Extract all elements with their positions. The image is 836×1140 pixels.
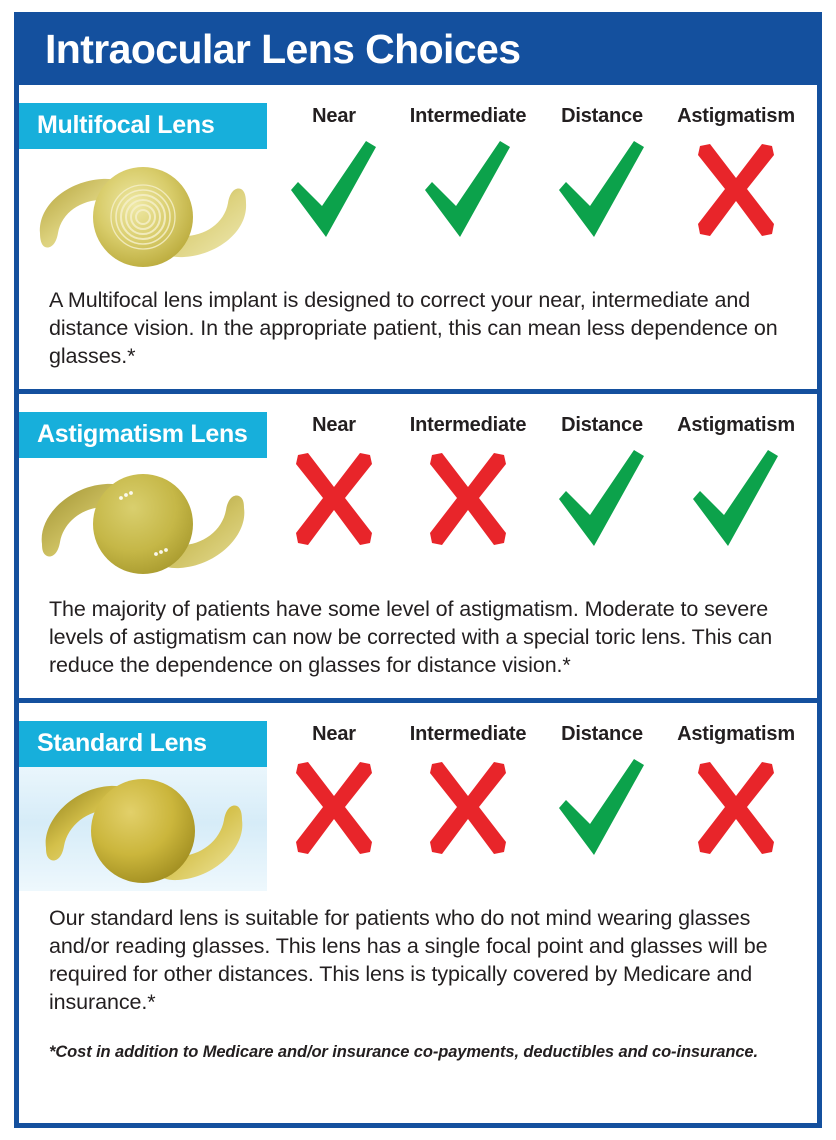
footnote: *Cost in addition to Medicare and/or insurance co-payments, deductibles and co-insurance.: [49, 1042, 758, 1061]
page-title: Intraocular Lens Choices: [45, 26, 521, 72]
mark-cell-distance: [535, 443, 669, 555]
section-description: Our standard lens is suitable for patients who do not mind wearing glasses and/or reading glasses. This lens has a single focal point and glasses will be required for other distances. This lens is typically covered by Medicare and insurance.*: [49, 905, 768, 1014]
column-header-near: Near: [312, 414, 356, 437]
cross-icon: [288, 760, 380, 856]
mark-cell-intermediate: [401, 134, 535, 246]
marks-grid: [267, 394, 817, 555]
cross-icon: [422, 451, 514, 547]
toric-iol-icon: [19, 462, 267, 582]
section-top-row: [19, 703, 817, 891]
poster-header: [19, 17, 817, 85]
mark-cell-astigmatism: [669, 134, 803, 246]
column-header-intermediate: Intermediate: [409, 414, 527, 437]
marks-grid: [267, 703, 817, 864]
column-header-astigmatism: Astigmatism: [677, 414, 795, 437]
lens-column: [19, 394, 267, 582]
cross-icon: [690, 142, 782, 238]
column-header-intermediate: Intermediate: [409, 105, 527, 128]
section-top-row: [19, 394, 817, 582]
marks-grid: [267, 85, 817, 246]
column-header-distance: Distance: [561, 105, 643, 128]
mark-cell-intermediate: [401, 443, 535, 555]
mark-cell-near: [267, 134, 401, 246]
lens-column: [19, 85, 267, 273]
mark-cell-intermediate: [401, 752, 535, 864]
lens-section-multifocal: [19, 85, 817, 389]
column-header-near: Near: [312, 105, 356, 128]
marks-row: [267, 752, 803, 864]
multifocal-iol-icon: [19, 153, 267, 273]
lens-section-astigmatism: [19, 389, 817, 698]
cross-icon: [422, 760, 514, 856]
check-icon: [422, 138, 514, 242]
column-header-astigmatism: Astigmatism: [677, 105, 795, 128]
mark-cell-distance: [535, 134, 669, 246]
check-icon: [556, 447, 648, 551]
column-header-astigmatism: Astigmatism: [677, 722, 795, 745]
column-header-distance: Distance: [561, 722, 643, 745]
mark-cell-astigmatism: [669, 752, 803, 864]
column-header-distance: Distance: [561, 414, 643, 437]
lens-section-standard: [19, 698, 817, 1062]
column-header-near: Near: [312, 722, 356, 745]
lens-column: [19, 703, 267, 891]
check-icon: [556, 138, 648, 242]
section-description: The majority of patients have some level of astigmatism. Moderate to severe levels of astigmatism can now be corrected with a special toric lens. This can reduce the dependence on glasses for distance vision.*: [49, 597, 773, 677]
mark-cell-near: [267, 443, 401, 555]
column-headers: [267, 394, 803, 437]
column-headers: [267, 85, 803, 128]
check-icon: [556, 756, 648, 860]
column-headers: [267, 703, 803, 746]
check-icon: [288, 138, 380, 242]
lens-type-badge: Astigmatism Lens: [19, 412, 267, 458]
lens-type-badge: Multifocal Lens: [19, 103, 267, 149]
marks-row: [267, 134, 803, 246]
section-top-row: [19, 85, 817, 273]
section-description: A Multifocal lens implant is designed to correct your near, intermediate and distance vision. In the appropriate patient, this can mean less dependence on glasses.*: [49, 288, 778, 369]
cross-icon: [690, 760, 782, 856]
check-icon: [690, 447, 782, 551]
mark-cell-distance: [535, 752, 669, 864]
mark-cell-near: [267, 752, 401, 864]
mark-cell-astigmatism: [669, 443, 803, 555]
standard-iol-icon: [19, 767, 267, 891]
poster-frame: [14, 12, 822, 1128]
cross-icon: [288, 451, 380, 547]
marks-row: [267, 443, 803, 555]
column-header-intermediate: Intermediate: [409, 722, 527, 745]
bottom-spacer: [19, 1062, 817, 1123]
lens-type-badge: Standard Lens: [19, 721, 267, 767]
